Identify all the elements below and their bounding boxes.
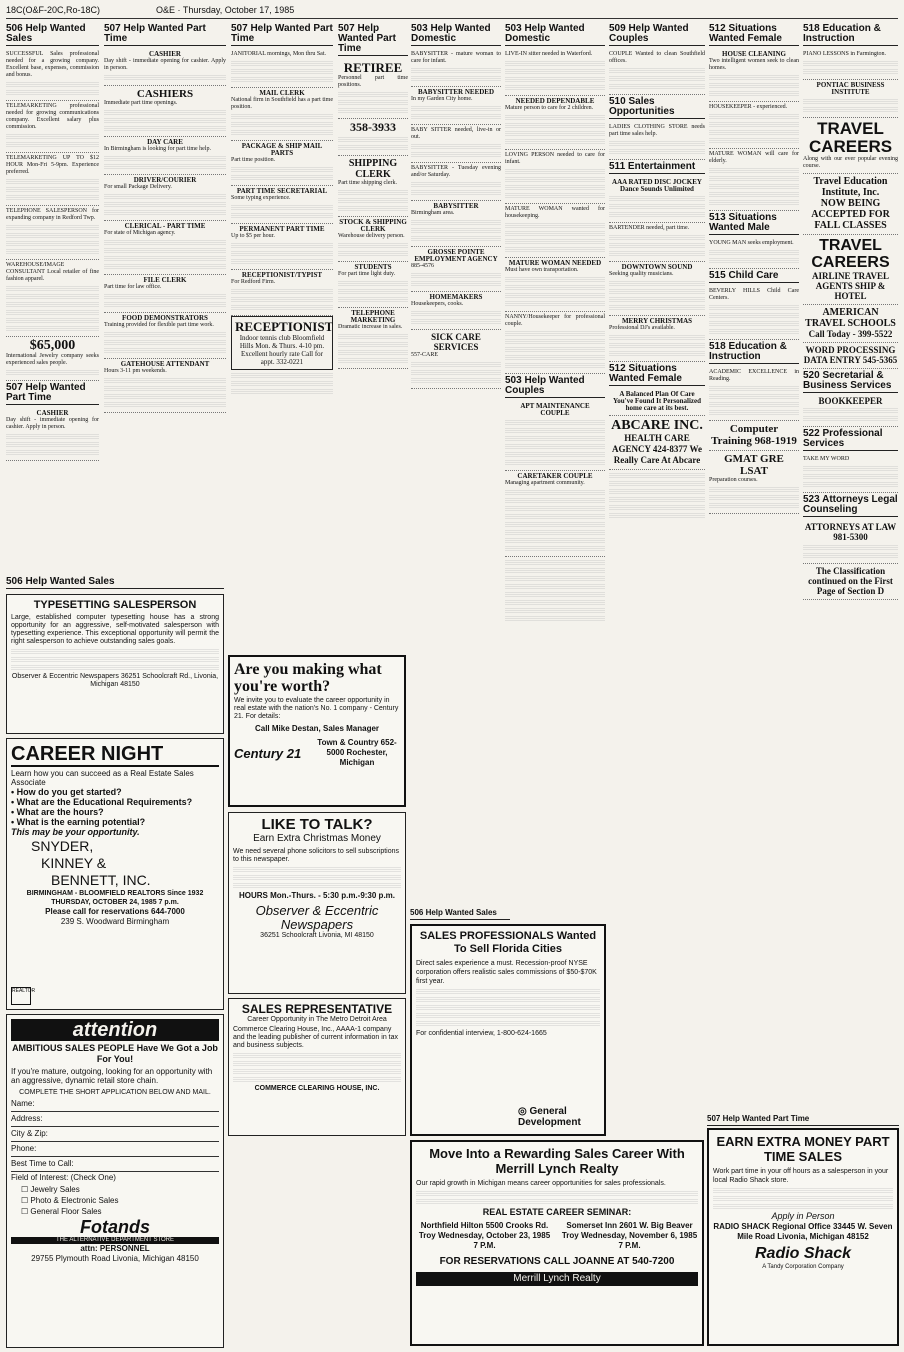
ad-body: Our rapid growth in Michigan means career opportunities for sales professionals. — [416, 1180, 666, 1187]
column-2 — [104, 22, 226, 562]
column-heading: 512 Situations Wanted Female — [709, 24, 799, 46]
ad-body: We need several phone solicitors to sell subscriptions to this newspaper. — [233, 848, 400, 863]
ad-subtitle: Earn Extra Christmas Money — [253, 833, 381, 844]
classified-ad: GROSSE POINTE EMPLOYMENT AGENCY 885-4576 — [411, 247, 501, 292]
store-subtitle: THE ALTERNATIVE DEPARTMENT STORE — [11, 1237, 219, 1244]
column-heading: 503 Help Wanted Domestic — [411, 24, 501, 46]
classified-ad: WORD PROCESSING DATA ENTRY 545-5365 — [803, 343, 898, 369]
seminar-location: Northfield Hilton 5500 Crooks Rd. Troy Wednesday, October 23, 1985 7 P.M. — [418, 1221, 551, 1250]
travel-ad: AMERICAN TRAVEL SCHOOLS Call Today - 399-5522 — [803, 305, 898, 343]
ad-title: SALES PROFESSIONALS Wanted To Sell Florida Cities — [419, 930, 597, 955]
radio-shack-logo: Radio Shack — [754, 1245, 852, 1262]
column-heading: 507 Help Wanted Part Time — [6, 383, 99, 405]
logo-subtitle: A Tandy Corporation Company — [762, 1264, 844, 1270]
ad-body: Large, established computer typesetting house has a strong opportunity for an aggressive, self-motivated salesperson with typesetting experience. This exceptional opportunity will permit the right salesperson to achieve outstanding sales goals. — [11, 614, 219, 645]
newspaper-masthead: Observer & Eccentric Newspapers — [255, 903, 379, 932]
attention-ad — [6, 1014, 224, 1348]
section-heading: 506 Help Wanted Sales — [6, 575, 224, 589]
ad-question: • What are the hours? — [11, 807, 104, 817]
like-to-talk-ad — [228, 812, 406, 994]
ad-question: • What are the Educational Requirements? — [11, 797, 193, 807]
classified-ad: The Classification continued on the First Page of Section D — [803, 564, 898, 600]
classified-ad: LADIES CLOTHING STORE needs part time sales help. — [609, 122, 705, 160]
column-heading: 506 Help Wanted Sales — [6, 24, 99, 46]
column-heading: 512 Situations Wanted Female — [609, 364, 705, 386]
classified-ad: 358-3933 — [338, 119, 408, 156]
classified-ad: BABYSITTER - Tuesday evening and/or Saturday. — [411, 163, 501, 201]
page-folio: 18C(O&F-20C,Ro-18C) — [6, 5, 101, 15]
ad-body: Commerce Clearing House, Inc., AAAA-1 company and the leading publisher of current information in tax and business subjects. — [233, 1026, 398, 1049]
classified-ad: CASHIER Day shift - immediate opening for cashier. Apply in person. — [6, 408, 99, 461]
classified-ad: CASHIER Day shift - immediate opening for cashier. Apply in person. — [104, 49, 226, 86]
classified-ad: COUPLE Wanted to clean Southfield offices. — [609, 49, 705, 95]
ad-title: LIKE TO TALK? — [261, 816, 373, 833]
classified-ad: ACADEMIC EXCELLENCE in Reading. — [709, 367, 799, 421]
column-heading: 522 Professional Services — [803, 429, 898, 451]
classified-ad: TELEPHONE MARKETING Dramatic increase in sales. — [338, 308, 408, 369]
checkbox-icon[interactable]: ☐ — [21, 1196, 31, 1205]
ad-intro: Learn how you can succeed as a Real Estate Sales Associate — [11, 769, 194, 787]
classified-ad: MATURE WOMAN NEEDED Must have own transportation. — [505, 258, 605, 312]
ad-footer: Observer & Eccentric Newspapers 36251 Schoolcraft Rd., Livonia, Michigan 48150 — [11, 673, 219, 688]
column-4 — [338, 22, 408, 612]
ad-body: We invite you to evaluate the career opportunity in real estate with the nation's No. 1 company - Century 21. For details: — [234, 697, 399, 720]
store-address: 29755 Plymouth Road Livonia, Michigan 48150 — [31, 1254, 199, 1263]
classified-ad: FOOD DEMONSTRATORS Training provided for flexible part time work. — [104, 313, 226, 359]
office-info: Town & Country 652-5000 Rochester, Michigan — [317, 738, 397, 767]
column-heading: 509 Help Wanted Couples — [609, 24, 705, 46]
classified-ad: BABYSITTER NEEDED In my Garden City home. — [411, 87, 501, 125]
ad-title: CAREER NIGHT — [11, 743, 219, 767]
classified-ad: STOCK & SHIPPING CLERK Warehouse delivery person. — [338, 217, 408, 262]
column-heading: 518 Education & Instruction — [709, 342, 799, 364]
column-heading: 503 Help Wanted Couples — [505, 376, 605, 398]
column-9 — [803, 22, 898, 837]
page-dateline: O&E · Thursday, October 17, 1985 — [156, 5, 295, 15]
ad-subtitle: AMBITIOUS SALES PEOPLE Have We Got a Job For You! — [12, 1043, 218, 1064]
column-3 — [231, 22, 333, 618]
classified-ad: CASHIERS Immediate part time openings. — [104, 86, 226, 137]
florida-sales-ad — [410, 924, 606, 1136]
classified-ad: PERMANENT PART TIME Up to $5 per hour. — [231, 224, 333, 270]
form-time-field[interactable]: Best Time to Call: — [11, 1157, 219, 1172]
classified-ad: BABY SITTER needed, live-in or out. — [411, 125, 501, 163]
column-8 — [709, 22, 799, 837]
form-address-field[interactable]: Address: — [11, 1112, 219, 1127]
ad-title: EARN EXTRA MONEY PART TIME SALES — [716, 1134, 890, 1164]
classified-ad: CARETAKER COUPLE Managing apartment community. — [505, 471, 605, 557]
classified-ad: GMAT GRE LSAT Preparation courses. — [709, 451, 799, 514]
ad-title: Are you making what you're worth? — [234, 661, 382, 695]
form-phone-field[interactable]: Phone: — [11, 1142, 219, 1157]
classified-ad: ATTORNEYS AT LAW 981-5300 — [803, 520, 898, 564]
classified-ad: BABYSITTER - mature woman to care for infant. — [411, 49, 501, 87]
form-interest-label: Field of Interest: (Check One) — [11, 1173, 116, 1182]
travel-ad: Travel Education Institute, Inc. NOW BEING ACCEPTED FOR FALL CLASSES — [803, 174, 898, 235]
ad-tagline: This may be your opportunity. — [11, 827, 140, 837]
firm-address: 239 S. Woodward Birmingham — [60, 917, 170, 926]
travel-ad: TRAVEL CAREERS Along with our ever popular evening course. — [803, 118, 898, 174]
form-name-field[interactable]: Name: — [11, 1097, 219, 1112]
column-heading: 503 Help Wanted Domestic — [505, 24, 605, 46]
classified-ad: FILE CLERK Part time for law office. — [104, 275, 226, 313]
checkbox-icon[interactable]: ☐ — [21, 1185, 31, 1194]
reservation-line: FOR RESERVATIONS CALL JOANNE AT 540-7200 — [439, 1256, 675, 1267]
column-6 — [505, 22, 605, 912]
column-heading: 507 Help Wanted Part Time — [104, 24, 226, 46]
ad-body: Work part time in your off hours as a salesperson in your local Radio Shack store. — [713, 1168, 889, 1184]
classified-ad: MATURE WOMAN wanted for housekeeping. — [505, 204, 605, 258]
realtor-logo: REALTOR — [11, 987, 31, 1005]
reservation-line: Please call for reservations 644-7000 — [45, 907, 185, 916]
receptionist-ad: RECEPTIONIST Indoor tennis club Bloomfield Hills Mon. & Thurs. 4-10 pm. Excellent hourly rate Call for appt. 332-0221 — [231, 316, 333, 370]
seminar-location: Somerset Inn 2601 W. Big Beaver Troy Wednesday, November 6, 1985 7 P.M. — [561, 1221, 698, 1250]
seminar-title: REAL ESTATE CAREER SEMINAR: — [482, 1207, 632, 1217]
column-heading: 518 Education & Instruction — [803, 24, 898, 46]
checkbox-option[interactable]: ☐ General Floor Sales — [21, 1207, 102, 1216]
classified-ad: RECEPTIONIST/TYPIST For Redford Firm. — [231, 270, 333, 316]
classified-ad: NEEDED DEPENDABLE Mature person to care for 2 children. — [505, 96, 605, 150]
column-heading: 510 Sales Opportunities — [609, 97, 705, 119]
classified-ad: GATEHOUSE ATTENDANT Hours 3-11 pm weekends. — [104, 359, 226, 413]
classified-ad: WAREHOUSE/IMAGE CONSULTANT Local retailer of fine fashion apparel. — [6, 260, 99, 337]
firm-name: BENNETT, INC. — [51, 872, 151, 888]
classified-ad: Computer Training 968-1919 — [709, 421, 799, 451]
ad-question: • What is the earning potential? — [11, 817, 146, 827]
century21-ad — [228, 655, 406, 807]
classified-ad: BARTENDER needed, part time. — [609, 223, 705, 262]
classified-ad: DOWNTOWN SOUND Seeking quality musicians. — [609, 262, 705, 316]
column-heading: 511 Entertainment — [609, 162, 705, 174]
event-date: THURSDAY, OCTOBER 24, 1985 7 p.m. — [51, 899, 179, 906]
classified-ad: MERRY CHRISTMAS Professional DJ's available. — [609, 316, 705, 362]
abcare-ad: A Balanced Plan Of Care You've Found It Personalized home care at its best. — [609, 389, 705, 416]
classified-ad: TAKE MY WORD — [803, 454, 898, 493]
classified-ad: MATURE WOMAN will care for elderly. — [709, 149, 799, 211]
column-heading: 513 Situations Wanted Male — [709, 213, 799, 235]
classified-ad: DAY CARE In Birmingham is looking for part time help. — [104, 137, 226, 175]
classified-ad: LIVE-IN sitter needed in Waterford. — [505, 49, 605, 96]
classified-ad: SUCCESSFUL Sales professional needed for a growing company. Excellent base, expenses, commission and bonus. — [6, 49, 99, 101]
ad-title: attention — [11, 1019, 219, 1041]
travel-ad: TRAVEL CAREERS AIRLINE TRAVEL AGENTS SHIP & HOTEL — [803, 235, 898, 305]
typesetting-ad — [6, 594, 224, 734]
classified-ad: RETIREE Personnel part time positions. — [338, 59, 408, 119]
classified-ad: YOUNG MAN seeks employment. — [709, 238, 799, 269]
page-header — [6, 4, 898, 19]
radio-shack-ad — [707, 1128, 899, 1346]
column-heading: 523 Attorneys Legal Counseling — [803, 494, 898, 515]
career-night-ad — [6, 738, 224, 1010]
classified-ad: MAIL CLERK National firm in Southfield has a part time position. — [231, 88, 333, 141]
store-logo: Fotands — [80, 1217, 150, 1237]
column-heading: 507 Help Wanted Part Time — [338, 24, 408, 56]
firm-location: BIRMINGHAM - BLOOMFIELD REALTORS Since 1932 — [26, 890, 204, 897]
merrill-lynch-ad — [410, 1140, 704, 1346]
checkbox-option[interactable]: ☐ Photo & Electronic Sales — [21, 1196, 119, 1205]
ad-body: Direct sales experience a must. Recession-proof NYSE corporation offers realistic sales commissions of $50-$70K first year. — [416, 960, 597, 985]
ad-title: Move Into a Rewarding Sales Career With Merrill Lynch Realty — [429, 1146, 685, 1176]
column-heading: 520 Secretarial & Business Services — [803, 371, 898, 393]
ad-contact: For confidential interview, 1-800-624-1665 — [416, 1030, 547, 1037]
logo-icon: ◎ — [518, 1106, 530, 1117]
classified-ad: STUDENTS For part time light duty. — [338, 262, 408, 308]
checkbox-icon[interactable]: ☐ — [21, 1207, 31, 1216]
column-heading: 507 Help Wanted Part Time — [231, 23, 333, 44]
form-city-field[interactable]: City & Zip: — [11, 1127, 219, 1142]
section-heading: 506 Help Wanted Sales — [410, 906, 510, 920]
apply-line: Apply in Person — [771, 1211, 835, 1221]
classified-ad: DRIVER/COURIER For small Package Delivery. — [104, 175, 226, 221]
section-heading: 507 Help Wanted Part Time — [707, 1112, 899, 1126]
form-title: COMPLETE THE SHORT APPLICATION BELOW AND MAIL. — [19, 1089, 211, 1096]
classified-ad: TELEPHONE SALESPERSON for expanding company in Redford Twp. — [6, 206, 99, 260]
merrill-lynch-logo: Merrill Lynch Realty — [416, 1272, 698, 1286]
ad-footer: COMMERCE CLEARING HOUSE, INC. — [254, 1085, 380, 1092]
classified-ad: NANNY/Housekeeper for professional couple. — [505, 312, 605, 374]
classified-ad: HOMEMAKERS Housekeepers, cooks. — [411, 292, 501, 330]
classified-ad: APT MAINTENANCE COUPLE — [505, 401, 605, 471]
classified-ad: PONTIAC BUSINESS INSTITUTE — [803, 80, 898, 118]
column-1 — [6, 22, 99, 570]
classified-ad: AAA RATED DISC JOCKEY Dance Sounds Unlimited — [609, 177, 705, 223]
checkbox-option[interactable]: ☐ Jewelry Sales — [21, 1185, 80, 1194]
general-development-logo: ◎ General Development — [518, 1106, 581, 1128]
classified-ad: TELEMARKETING professional needed for growing communications company. Excellent salary plus commission. — [6, 101, 99, 153]
firm-name: KINNEY & — [41, 855, 107, 871]
store-address: RADIO SHACK Regional Office 33445 W. Seven Mile Road Livonia, Michigan 48152 — [713, 1222, 893, 1241]
classified-ad: SICK CARE SERVICES 557-CARE — [411, 330, 501, 389]
century21-logo: Century 21 — [234, 745, 302, 761]
ad-title: TYPESETTING SALESPERSON — [33, 599, 197, 611]
classified-ad: LOVING PERSON needed to care for infant. — [505, 150, 605, 204]
sales-rep-ad — [228, 998, 406, 1136]
ad-question: • How do you get started? — [11, 787, 122, 797]
classified-ad: JANITORIAL mornings, Mon thru Sat. — [231, 49, 333, 88]
classified-ad: TELEMARKETING UP TO $12 HOUR Mon-Fri 5-9pm. Experience preferred. — [6, 153, 99, 206]
ad-subtitle: Career Opportunity in The Metro Detroit Area — [247, 1016, 387, 1023]
newspaper-address: 36251 Schoolcraft Livonia, MI 48150 — [260, 932, 374, 939]
classified-ad: PIANO LESSONS in Farmington. — [803, 49, 898, 80]
store-attn: attn: PERSONNEL — [80, 1244, 150, 1253]
classified-ad: HOUSEKEEPER - experienced. — [709, 102, 799, 149]
column-heading: 515 Child Care — [709, 271, 799, 283]
ad-contact: Call Mike Destan, Sales Manager — [254, 724, 380, 733]
classified-ad: $65,000 International Jewelry company seeks experienced sales people. — [6, 337, 99, 381]
column-5 — [411, 22, 501, 612]
classified-ad: HOUSE CLEANING Two intelligent women seek to clean homes. — [709, 49, 799, 102]
firm-name: SNYDER, — [31, 838, 94, 854]
classified-ad: SHIPPING CLERK Part time shipping clerk. — [338, 156, 408, 217]
classified-ad: BEVERLY HILLS Child Care Centers. — [709, 286, 799, 340]
classified-ad: PACKAGE & SHIP MAIL PARTS Part time position. — [231, 141, 333, 186]
classified-ad: BOOKKEEPER — [803, 396, 898, 427]
ad-hours: HOURS Mon.-Thurs. - 5:30 p.m.-9:30 p.m. — [238, 891, 395, 900]
ad-body: If you're mature, outgoing, looking for an opportunity with an aggressive, dynamic retail store chain. — [11, 1067, 213, 1085]
classified-ad: PART TIME SECRETARIAL Some typing experience. — [231, 186, 333, 224]
classified-ad: BABYSITTER Birmingham area. — [411, 201, 501, 247]
ad-title: SALES REPRESENTATIVE — [241, 1002, 393, 1016]
classified-ad: CLERICAL - PART TIME For state of Michigan agency. — [104, 221, 226, 275]
abcare-ad: ABCARE INC. HEALTH CARE AGENCY 424-8377 We Really Care At Abcare — [609, 416, 705, 470]
column-7 — [609, 22, 705, 837]
